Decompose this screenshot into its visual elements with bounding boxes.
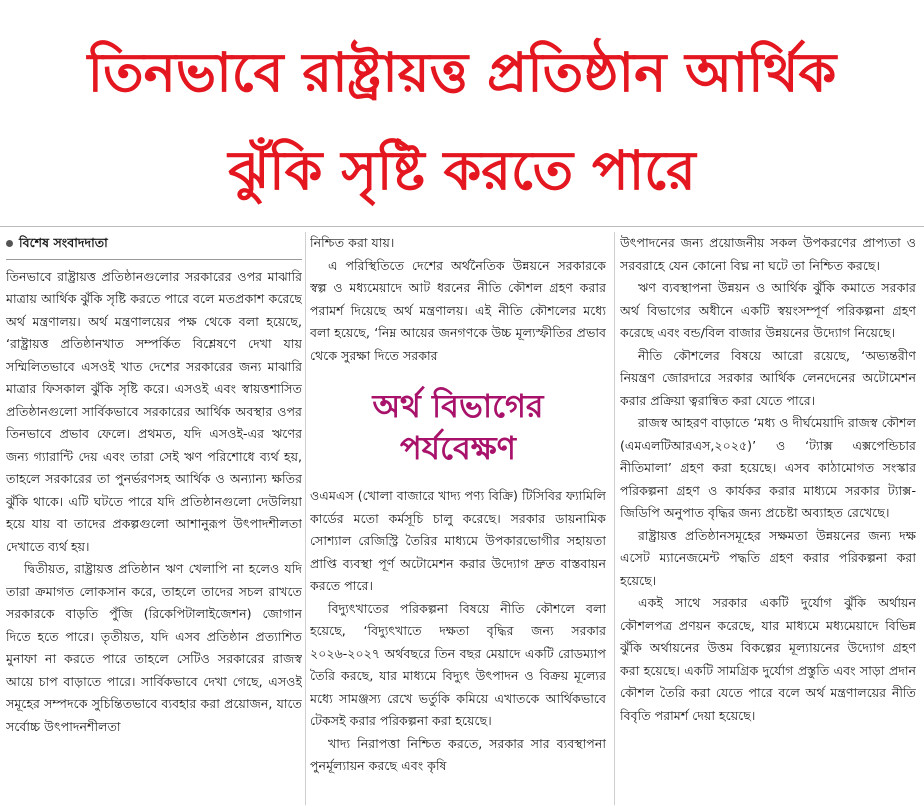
paragraph: খাদ্য নিরাপত্তা নিশ্চিত করতে, সরকার সার ব্যবস্থাপনা পুনর্মূল্যায়ন করছে এবং কৃষি [310, 735, 606, 773]
article-column-3 [620, 232, 916, 805]
paragraph: রাষ্ট্রায়ত্ত প্রতিষ্ঠানসমূহের সক্ষমতা উন্নয়নের জন্য দক্ষ এসেট ম্যানেজমেন্ট পদ্ধতি গ্রহণ করার পরিকল্পনা করা হয়েছে। [620, 527, 916, 588]
paragraph: রাজস্ব আহরণ বাড়াতে ‘মধ্য ও দীর্ঘমেয়াদি রাজস্ব কৌশল (এমএলটিআরএস,২০২৫)’ ও ‘ট্যাক্স এক্সপেন্ডিচার নীতিমালা’ গ্রহণ করা হয়েছে। এসব কাঠামোগত সংস্কার পরিকল্পনা গ্রহণ ও কার্যকর করার মাধ্যমে সরকার ট্যাক্স-জিডিপি অনুপাত বৃদ্ধির জন্য প্রচেষ্টা অব্যাহত রেখেছে। [620, 415, 916, 520]
paragraph: দ্বিতীয়ত, রাষ্ট্রায়ত্ত প্রতিষ্ঠান ঋণ খেলাপি না হলেও যদি তারা ক্রমাগত লোকসান করে, তাহলে তাদের সচল রাখতে সরকারকে বাড়তি পুঁজি (রিকেপিটালাইজেশন) জোগান দিতে হতে পারে। তৃতীয়ত, যদি এসব প্রতিষ্ঠান প্রত্যাশিত মুনাফা না করতে পারে তাহলে সেটিও সরকারের রাজস্ব আয়ে চাপ বাড়াতে পারে। সার্বিকভাবে দেখা গেছে, এসওই সমূহের সম্পদকে সুচিন্তিতভাবে ব্যবহার করা প্রয়োজন, যাতে সর্বোচ্চ উৎপাদনশীলতা [6, 561, 302, 734]
paragraph: বিদ্যুৎখাতের পরিকল্পনা বিষয়ে নীতি কৌশলে বলা হয়েছে, ‘বিদ্যুৎখাতে দক্ষতা বৃদ্ধির জন্য সরকার ২০২৬-২০২৭ অর্থবছরে তিন বছর মেয়াদে একটি রোডম্যাপ তৈরি করছে, যার মাধ্যমে বিদ্যুৎ উৎপাদন ও বিক্রয় মূল্যের মধ্যে সামঞ্জস্য রেখে ভর্তুকি কমিয়ে এখাতকে আর্থিকভাবে টেকসই করার পরিকল্পনা করা হয়েছে। [310, 600, 606, 728]
headline [0, 23, 924, 219]
byline [6, 232, 302, 255]
headline-line-2: ঝুঁকি সৃষ্টি করতে পারে [228, 139, 696, 203]
paragraph: তিনভাবে রাষ্ট্রায়ত্ত প্রতিষ্ঠানগুলোর সরকারের ওপর মাঝারি মাত্রায় আর্থিক ঝুঁকি সৃষ্টি করতে পারে বলে মতপ্রকাশ করেছে অর্থ মন্ত্রণালয়। অর্থ মন্ত্রণালয়ের পক্ষ থেকে বলা হয়েছে, ‘রাষ্ট্রায়ত্ত প্রতিষ্ঠানখাত সম্পর্কিত বিশ্লেষণে দেখা যায় সম্মিলিতভাবে এসওই খাত দেশের সরকারের জন্য মাঝারি মাত্রার ফিসকাল ঝুঁকি সৃষ্টি করে। এসওই এবং স্বায়ত্তশাসিত প্রতিষ্ঠানগুলো সার্বিকভাবে সরকারের আর্থিক অবস্থার ওপর তিনভাবে প্রভাব ফেলে। প্রথমত, যদি এসওই-এর ঋণের জন্য গ্যারান্টি দেয় এবং তারা সেই ঋণ পরিশোধে ব্যর্থ হয়, তাহলে সরকারের তা পুনর্ভরণসহ আর্থিক ও অন্যান্য ক্ষতির ঝুঁকি থাকে। এটি ঘটতে পারে যদি প্রতিষ্ঠানগুলো দেউলিয়া হয়ে যায় বা তাদের প্রকল্পগুলো আশানুরূপ উৎপাদশীলতা দেখাতে ব্যর্থ হয়। [6, 268, 302, 554]
paragraph: ওএমএস (খোলা বাজারে খাদ্য পণ্য বিক্রি) টিসিবির ফ্যামিলি কার্ডের মতো কর্মসূচি চালু করেছে। সরকার ডায়নামিক সোশ্যাল রেজিস্ট্রি তৈরির মাধ্যমে উপকারভোগীর সহায়তা প্রাপ্তি ব্যবস্থা পূর্ণ অটোমেশন করার উদ্যোগ দ্রুত বাস্তবায়ন করতে পারে। [310, 488, 606, 593]
subheading-line-2: পর্যবেক্ষণ [399, 429, 517, 467]
subheading [310, 385, 606, 469]
article-column-2 [310, 232, 606, 805]
paragraph: ঋণ ব্যবস্থাপনা উন্নয়ন ও আর্থিক ঝুঁকি কমাতে সরকার অর্থ বিভাগের অধীনে একটি স্বয়ংসম্পূর্ণ পরিকল্পনা গ্রহণ করেছে এবং বন্ড/বিল বাজার উন্নয়নের উদ্যোগ নিয়েছে। [620, 280, 916, 340]
byline-text: বিশেষ সংবাদদাতা [19, 235, 108, 250]
paragraph: উৎপাদনের জন্য প্রয়োজনীয় সকল উপকরণের প্রাপ্যতা ও সরবরাহে যেন কোনো বিঘ্ন না ঘটে তা নিশ্চিত করছে। [620, 235, 916, 273]
paragraph: একই সাথে সরকার একটি দুর্যোগ ঝুঁকি অর্থায়ন কৌশলপত্র প্রণয়ন করেছে, যার মাধ্যমে মধ্যমেয়াদে বিভিন্ন ঝুঁকি অর্থায়নের উত্তম বিকল্পের মূল্যায়নের উদ্যোগ গ্রহণ করা হয়েছে। একটি সামগ্রিক দুর্যোগ প্রস্তুতি এবং সাড়া প্রদান কৌশল তৈরি করা যেতে পারে বলে অর্থ মন্ত্রণালয়ের নীতি বিবৃতি পরামর্শ দেয়া হয়েছে। [620, 595, 916, 723]
paragraph: এ পরিস্থিতিতে দেশের অর্থনৈতিক উন্নয়নে সরকারকে স্বল্প ও মধ্যমেয়াদে আট ধরনের নীতি কৌশল গ্রহণ করার পরামর্শ দিয়েছে অর্থ মন্ত্রণালয়। এই নীতি কৌশলের মধ্যে বলা হয়েছে, ‘নিম্ন আয়ের জনগণকে উচ্চ মূল্যস্ফীতির প্রভাব থেকে সুরক্ষা দিতে সরকার [310, 257, 606, 363]
headline-rule [0, 226, 924, 227]
column-divider [305, 232, 306, 805]
column-divider [614, 232, 615, 805]
article-column-1 [6, 232, 302, 805]
byline-divider [6, 259, 302, 260]
bullet-icon [6, 240, 13, 247]
paragraph: নিশ্চিত করা যায়। [310, 235, 395, 250]
subheading-line-1: অর্থ বিভাগের [372, 387, 544, 425]
headline-line-1: তিনভাবে রাষ্ট্রায়ত্ত প্রতিষ্ঠান আর্থিক [87, 41, 837, 105]
paragraph: নীতি কৌশলের বিষয়ে আরো রয়েছে, ‘অভ্যন্তরীণ নিয়ন্ত্রণ জোরদারে সরকার আর্থিক লেনদেনের অটোমেশন করার প্রক্রিয়া ত্বরান্বিত করা যেতে পারে। [620, 347, 916, 408]
